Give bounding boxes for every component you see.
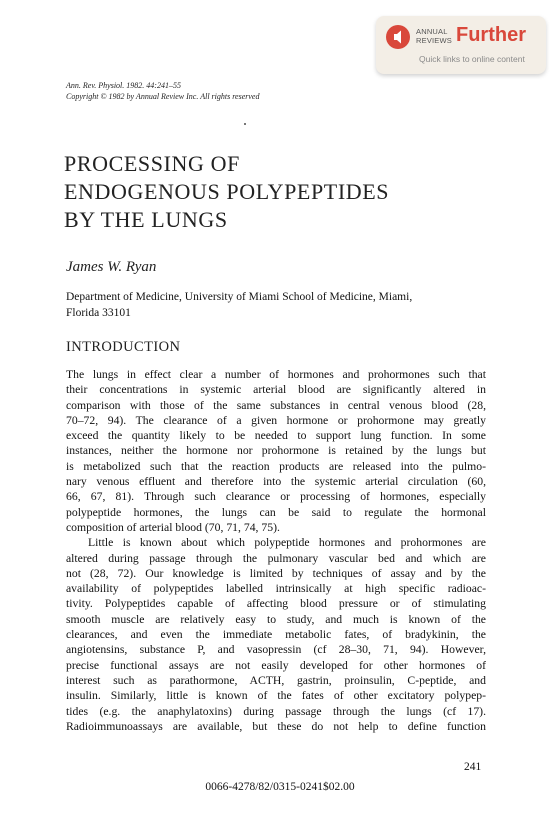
journal-citation <box>66 80 259 102</box>
title-line: BY THE LUNGS <box>64 207 228 232</box>
body-line: insulin. Similarly, little is known of the fates of other excitatory polypep- <box>66 689 486 703</box>
badge-tagline: Quick links to online content <box>419 54 525 64</box>
brand-line-2: REVIEWS <box>416 36 452 45</box>
body-line: Little is known about which polypeptide hormones and prohormones are <box>88 536 486 550</box>
body-line: interest such as parathormone, ACTH, gastrin, proinsulin, C-peptide, and <box>66 673 486 687</box>
body-line: 70–72, 94). The clearance of a given hormone or prohormone may greatly <box>66 413 486 427</box>
body-line: 66, 67, 81). Through such clearance or processing of hormones, especially <box>66 490 486 504</box>
title-line: ENDOGENOUS POLYPEPTIDES <box>64 179 390 204</box>
section-heading: INTRODUCTION <box>66 339 181 355</box>
author-name: James W. Ryan <box>66 259 157 275</box>
body-line: comparison with those of the same substances in central venous blood (28, <box>66 398 486 412</box>
affiliation-line: Department of Medicine, University of Miami School of Medicine, Miami, <box>66 291 413 303</box>
brand-line-1: ANNUAL <box>416 27 448 36</box>
body-line: availability of polypeptides labelled intrinsically at high specific radioac- <box>66 582 486 596</box>
body-line: exceed the quantity likely to be needed to support lung function. In some <box>66 429 486 443</box>
body-line: instances, neither the hormone nor prohormone is retained by the lungs but <box>66 444 486 458</box>
body-line: The lungs in effect clear a number of hormones and prohormones such that <box>66 368 486 381</box>
title-line: PROCESSING OF <box>64 151 240 176</box>
body-text <box>66 367 486 734</box>
copyright-code: 0066-4278/82/0315-0241$02.00 <box>205 781 355 793</box>
body-line: Radioimmunoassays are available, but these do not help to define function <box>66 719 486 733</box>
body-line: precise functional assays are not easily developed for other hormones of <box>66 658 486 672</box>
body-line: composition of arterial blood (70, 71, 74, 75). <box>66 520 280 534</box>
body-line: polypeptide hormones, the lungs can be said to regulate the hormonal <box>66 505 486 519</box>
body-line: their concentrations in systemic arterial blood are significantly altered in <box>66 383 486 397</box>
body-line: tides (e.g. the anaphylatoxins) during passage through the lungs (cf 17). <box>66 704 486 718</box>
further-links-badge[interactable] <box>376 16 546 74</box>
body-line: is metabolized such that the reaction products are released into the pulmo- <box>66 459 486 473</box>
affiliation-line: Florida 33101 <box>66 306 131 319</box>
body-line: smooth muscle are relatively easy to study, and much is known of the <box>66 612 486 626</box>
speaker-icon <box>386 25 410 49</box>
author-affiliation <box>66 290 412 321</box>
page-number: 241 <box>464 761 482 773</box>
body-line: clearances, and even the immediate metabolic fates, of bradykinin, the <box>66 628 486 642</box>
body-line: angiotensins, substance P, and vasopressin (cf 28–30, 71, 94). However, <box>66 643 486 657</box>
citation-line-1: Ann. Rev. Physiol. 1982. 44:241–55 <box>66 81 181 90</box>
citation-line-2: Copyright © 1982 by Annual Review Inc. All rights reserved <box>66 92 260 101</box>
stray-mark <box>244 123 246 125</box>
body-line: not (28, 72). Our knowledge is limited by techniques of assay and by the <box>66 566 486 580</box>
article-title <box>64 150 389 234</box>
body-line: altered during passage through the pulmonary vascular bed and which are <box>66 551 486 565</box>
further-word: Further <box>456 24 526 46</box>
body-line: tivity. Polypeptides capable of affecting blood pressure or of stimulating <box>66 597 486 611</box>
annual-reviews-logo <box>416 27 452 45</box>
body-line: nary venous effluent and therefore into the systemic arterial circulation (60, <box>66 475 486 489</box>
